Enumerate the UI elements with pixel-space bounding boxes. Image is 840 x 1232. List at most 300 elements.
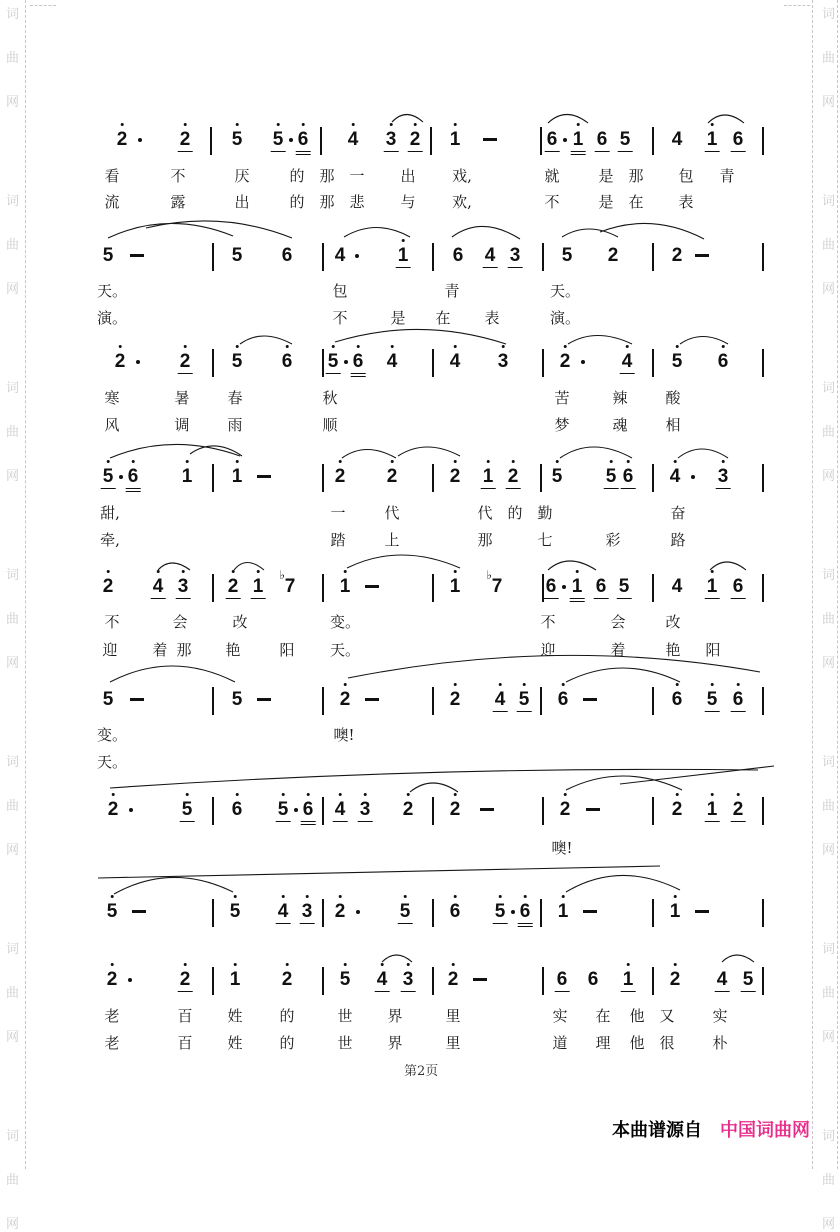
barline [542, 243, 544, 271]
barline [212, 899, 214, 927]
watermark-char-left: 曲 [6, 238, 20, 253]
lyric-char: 看 [104, 167, 120, 185]
note-digit: 5 [707, 690, 718, 709]
source-credit [612, 1120, 810, 1142]
octave-dot [235, 345, 238, 348]
beam-underline [741, 991, 756, 992]
slur-arc [234, 563, 264, 571]
augmentation-dot [128, 978, 132, 982]
octave-dot [501, 345, 504, 348]
beam-underline [301, 821, 316, 822]
beam-underline [731, 598, 746, 599]
watermark-char-left: 曲 [6, 51, 20, 66]
watermark-char-right: 曲 [822, 1173, 836, 1188]
lyric-char: 雨 [227, 416, 243, 434]
beam-underline [508, 267, 523, 268]
lyric-char: 里 [445, 1034, 461, 1052]
beam-underline [384, 151, 399, 152]
beam-underline [296, 154, 311, 155]
barline [322, 899, 324, 927]
note-digit: 2 [733, 800, 744, 819]
barline [652, 127, 654, 155]
slur-arc [548, 115, 588, 124]
note-digit: 1 [707, 800, 718, 819]
note-digit: 2 [180, 130, 191, 149]
octave-dot [301, 123, 304, 126]
slur-arc [98, 866, 660, 878]
note-digit: 3 [178, 577, 189, 596]
note-digit: 6 [303, 800, 314, 819]
octave-dot [721, 460, 724, 463]
beam-underline [276, 923, 291, 924]
octave-dot [561, 895, 564, 898]
duration-dash [586, 808, 600, 811]
note-digit: 5 [619, 129, 631, 150]
barline [212, 967, 214, 995]
beam-underline [716, 488, 731, 489]
octave-dot [390, 345, 393, 348]
lyric-char: 酸 [665, 389, 681, 407]
barline [322, 687, 324, 715]
note-digit: 2 [560, 800, 571, 819]
barline [432, 899, 434, 927]
note-digit: 6 [672, 690, 683, 709]
lyric-char: 风 [104, 416, 120, 434]
watermark-char-left: 曲 [6, 986, 20, 1001]
lyric-char: 迎 [540, 641, 556, 659]
beam-underline [375, 991, 390, 992]
page-number: 第2页 [404, 1064, 439, 1079]
octave-dot [305, 895, 308, 898]
note-digit: 5 [102, 689, 114, 710]
beam-underline [401, 991, 416, 992]
lyric-char: 艳 [665, 641, 681, 659]
beam-underline [604, 488, 619, 489]
watermark-char-right: 曲 [822, 986, 836, 1001]
lyric-char: 的 [279, 1007, 295, 1025]
octave-dot [380, 963, 383, 966]
octave-dot [486, 460, 489, 463]
note-digit: 6 [452, 245, 464, 266]
watermark-char-right: 网 [822, 656, 836, 671]
note-digit: 3 [498, 352, 509, 371]
border-dashed-line-edge [837, 0, 838, 1169]
watermark-char-left: 曲 [6, 612, 20, 627]
lyric-char: 不 [544, 193, 560, 211]
border-dashed-line-right [812, 0, 813, 1169]
note-digit: 2 [107, 970, 118, 989]
note-digit: 2 [448, 970, 459, 989]
beam-underline [176, 598, 191, 599]
lyric-char: 表 [678, 193, 694, 211]
note-digit: 6 [298, 130, 309, 149]
beam-underline [408, 151, 423, 152]
barline [212, 687, 214, 715]
note-digit: 7 ♭ [279, 568, 296, 597]
octave-dot [338, 793, 341, 796]
barline [430, 127, 432, 155]
lyric-char: 戏, [452, 167, 472, 185]
note-digit: 5 [742, 969, 754, 990]
beam-underline [251, 598, 266, 599]
beam-underline [493, 923, 508, 924]
lyric-char: 包 [332, 282, 348, 300]
note-digit: 5 [519, 690, 530, 709]
lyric-char: 世 [337, 1007, 353, 1025]
barline [762, 967, 764, 995]
lyric-char: 很 [659, 1034, 675, 1052]
barline [322, 349, 324, 377]
lyric-char: 是 [390, 309, 406, 327]
watermark-char-right: 曲 [822, 51, 836, 66]
watermark-char-right: 词 [822, 568, 836, 583]
octave-dot [736, 683, 739, 686]
octave-dot [390, 460, 393, 463]
lyric-char: 悲 [349, 193, 365, 211]
lyric-char: 又 [659, 1007, 675, 1025]
note-digit: 3 [302, 902, 313, 921]
border-dash-top-left [30, 5, 56, 6]
beam-underline [621, 488, 636, 489]
watermark-char-left: 曲 [6, 425, 20, 440]
lyric-char: 包 [678, 167, 694, 185]
watermark-char-right: 网 [822, 95, 836, 110]
augmentation-dot [581, 360, 585, 364]
augmentation-dot [691, 475, 695, 479]
note-digit: 4 [671, 576, 683, 597]
note-digit: 5 [232, 352, 243, 371]
lyric-char: 调 [174, 416, 190, 434]
barline [762, 899, 764, 927]
lyric-char: 七 [537, 531, 553, 549]
octave-dot [453, 570, 456, 573]
lyric-char: 天。 [96, 282, 128, 300]
augmentation-dot [294, 808, 298, 812]
watermark-char-right: 网 [822, 469, 836, 484]
slur-arc [158, 563, 190, 570]
note-digit: 3 [386, 130, 397, 149]
octave-dot [721, 345, 724, 348]
lyric-char: 一 [349, 167, 365, 185]
slur-arc [620, 766, 774, 784]
lyric-char: 甜, [100, 504, 120, 522]
note-digit: 1 [450, 577, 461, 596]
slur-arc [708, 115, 744, 123]
note-digit: 2 [410, 130, 421, 149]
note-digit: 5 [102, 245, 114, 266]
beam-underline [555, 991, 570, 992]
slur-arc [566, 875, 680, 892]
octave-dot [453, 793, 456, 796]
octave-dot [110, 895, 113, 898]
beam-underline [300, 923, 315, 924]
note-digit: 6 [545, 576, 557, 597]
note-digit: 4 [622, 352, 633, 371]
barline [432, 687, 434, 715]
barline [540, 899, 542, 927]
note-digit: 1 [558, 902, 569, 921]
note-digit: 6 [718, 352, 729, 371]
augmentation-dot [344, 360, 348, 364]
lyric-char: 露 [170, 193, 186, 211]
slur-arc [347, 555, 460, 568]
octave-dot [356, 345, 359, 348]
lyric-char: 是 [598, 193, 614, 211]
flat-icon: ♭ [486, 568, 493, 582]
beam-underline [731, 711, 746, 712]
watermark-char-left: 词 [6, 942, 20, 957]
octave-dot [110, 963, 113, 966]
note-digit: 1 [623, 970, 634, 989]
lyric-char: 出 [234, 193, 250, 211]
slur-arc [110, 444, 240, 458]
augmentation-dot [129, 808, 133, 812]
slur-arc [600, 223, 704, 239]
lyric-char: 那 [477, 531, 493, 549]
octave-dot [120, 123, 123, 126]
note-digit: 2 [108, 800, 119, 819]
slur-arc [722, 955, 754, 962]
note-digit: 2 [103, 577, 114, 596]
note-digit: 3 [509, 245, 521, 266]
note-digit: 2 [228, 577, 239, 596]
octave-dot [453, 895, 456, 898]
note-digit: 2 [117, 130, 128, 149]
lyric-char: 牵, [100, 531, 120, 549]
octave-dot [673, 963, 676, 966]
note-digit: 1 [483, 467, 494, 486]
beam-underline [731, 821, 746, 822]
lyric-char: 代 [477, 504, 493, 522]
octave-dot [331, 345, 334, 348]
note-digit: 5 [273, 130, 284, 149]
barline [432, 574, 434, 602]
octave-dot [343, 963, 346, 966]
duration-dash [365, 698, 379, 701]
note-digit: 5 [328, 352, 339, 371]
slur-arc [548, 561, 596, 570]
beam-underline [483, 267, 498, 268]
lyric-char: 在 [628, 193, 644, 211]
lyric-char: 姓 [227, 1007, 243, 1025]
note-digit: 4 [348, 130, 359, 149]
note-digit: 6 [520, 902, 531, 921]
note-digit: 4 [334, 245, 346, 266]
barline [762, 464, 764, 492]
slur-arc [240, 336, 292, 344]
beam-underline [545, 151, 560, 152]
barline [210, 127, 212, 155]
watermark-char-left: 网 [6, 843, 20, 858]
watermark-char-right: 词 [822, 194, 836, 209]
note-digit: 5 [672, 352, 683, 371]
note-digit: 6 [587, 969, 599, 990]
barline [652, 349, 654, 377]
lyric-char: 相 [665, 416, 681, 434]
note-digit: 6 [558, 690, 569, 709]
lyric-char: 青 [444, 282, 460, 300]
octave-dot [563, 345, 566, 348]
octave-dot [675, 345, 678, 348]
slur-arc [680, 337, 728, 345]
note-digit: 5 [340, 970, 351, 989]
beam-underline [570, 598, 585, 599]
beam-underline [620, 373, 635, 374]
lyric-char: 在 [595, 1007, 611, 1025]
lyric-char: 寒 [104, 389, 120, 407]
barline [432, 797, 434, 825]
octave-dot [118, 345, 121, 348]
note-digit: 5 [552, 467, 563, 486]
note-digit: 6 [282, 352, 293, 371]
border-dashed-line-left [25, 0, 26, 1169]
barline [540, 127, 542, 155]
octave-dot [710, 793, 713, 796]
beam-underline [571, 151, 586, 152]
lyric-char: 艳 [225, 641, 241, 659]
note-digit: 1 [398, 246, 409, 265]
beam-underline [705, 711, 720, 712]
note-digit: 6 [596, 129, 608, 150]
note-digit: 4 [484, 245, 496, 266]
octave-dot [181, 570, 184, 573]
barline [322, 967, 324, 995]
lyric-char: 与 [400, 193, 416, 211]
note-digit: 3 [360, 800, 371, 819]
augmentation-dot [289, 138, 293, 142]
note-digit: 6 [128, 467, 139, 486]
border-dash-top-right [784, 5, 810, 6]
watermark-char-left: 网 [6, 282, 20, 297]
beam-underline [493, 711, 508, 712]
octave-dot [626, 460, 629, 463]
lyric-char: 不 [540, 613, 556, 631]
note-digit: 1 [450, 130, 461, 149]
watermark-char-right: 词 [822, 381, 836, 396]
lyric-char: 里 [445, 1007, 461, 1025]
beam-underline [351, 373, 366, 374]
note-digit: 2 [671, 245, 683, 266]
note-digit: 2 [450, 467, 461, 486]
note-digit: 2 [115, 352, 126, 371]
note-digit: 2 [282, 970, 293, 989]
note-digit: 5 [400, 902, 411, 921]
lyric-char: 是 [598, 167, 614, 185]
octave-dot [498, 895, 501, 898]
barline [320, 127, 322, 155]
watermark-char-right: 词 [822, 7, 836, 22]
source-site-link[interactable]: 中国词曲网 [720, 1120, 810, 1141]
watermark-char-right: 网 [822, 1217, 836, 1232]
beam-underline [705, 821, 720, 822]
note-digit: 2 [340, 690, 351, 709]
slur-arc [568, 336, 632, 345]
beam-underline [101, 488, 116, 489]
slur-arc [114, 877, 233, 894]
note-digit: 4 [671, 129, 683, 150]
note-digit: 5 [561, 245, 573, 266]
barline [652, 899, 654, 927]
lyric-char: 世 [337, 1034, 353, 1052]
barline [212, 797, 214, 825]
beam-underline [621, 991, 636, 992]
octave-dot [276, 123, 279, 126]
note-digit: 5 [495, 902, 506, 921]
note-digit: 2 [560, 352, 571, 371]
beam-underline [594, 598, 609, 599]
lyric-char: 姓 [227, 1034, 243, 1052]
octave-dot [675, 793, 678, 796]
watermark-char-right: 词 [822, 755, 836, 770]
note-digit: 1 [670, 902, 681, 921]
watermark-char-right: 词 [822, 942, 836, 957]
duration-dash [695, 910, 709, 913]
lyric-char: 彩 [605, 531, 621, 549]
octave-dot [343, 570, 346, 573]
duration-dash [473, 978, 487, 981]
note-digit: 2 [335, 467, 346, 486]
note-digit: 6 [623, 467, 634, 486]
barline [322, 464, 324, 492]
beam-underline [518, 923, 533, 924]
watermark-char-right: 曲 [822, 799, 836, 814]
slur-arc [344, 228, 410, 238]
augmentation-dot [563, 138, 567, 142]
barline [322, 574, 324, 602]
watermark-char-left: 词 [6, 194, 20, 209]
note-digit: 2 [672, 800, 683, 819]
lyric-char: 变。 [329, 613, 361, 631]
octave-dot [609, 460, 612, 463]
lyric-char: 百 [177, 1007, 193, 1025]
lyric-char: 路 [670, 531, 686, 549]
octave-dot [106, 460, 109, 463]
augmentation-dot [356, 910, 360, 914]
watermark-char-left: 曲 [6, 799, 20, 814]
octave-dot [106, 570, 109, 573]
note-digit: 2 [450, 690, 461, 709]
octave-dot [285, 345, 288, 348]
octave-dot [156, 570, 159, 573]
lyric-char: 的 [289, 193, 305, 211]
note-digit: 1 [572, 577, 583, 596]
beam-underline [301, 824, 316, 825]
lyric-char: 表 [484, 309, 500, 327]
octave-dot [231, 570, 234, 573]
beam-underline [126, 488, 141, 489]
augmentation-dot [511, 910, 515, 914]
beam-underline [517, 711, 532, 712]
note-digit: 4 [450, 352, 461, 371]
note-digit: 5 [103, 467, 114, 486]
barline [432, 967, 434, 995]
note-digit: 4 [387, 352, 398, 371]
watermark-char-left: 网 [6, 1030, 20, 1045]
octave-dot [453, 123, 456, 126]
octave-dot [736, 793, 739, 796]
octave-dot [453, 460, 456, 463]
watermark-char-left: 词 [6, 1129, 20, 1144]
lyric-char: 噢! [333, 726, 355, 744]
beam-underline [226, 598, 241, 599]
octave-dot [235, 793, 238, 796]
octave-dot [185, 460, 188, 463]
barline [540, 687, 542, 715]
beam-underline [570, 601, 585, 602]
barline [432, 243, 434, 271]
note-digit: 4 [495, 690, 506, 709]
octave-dot [451, 963, 454, 966]
